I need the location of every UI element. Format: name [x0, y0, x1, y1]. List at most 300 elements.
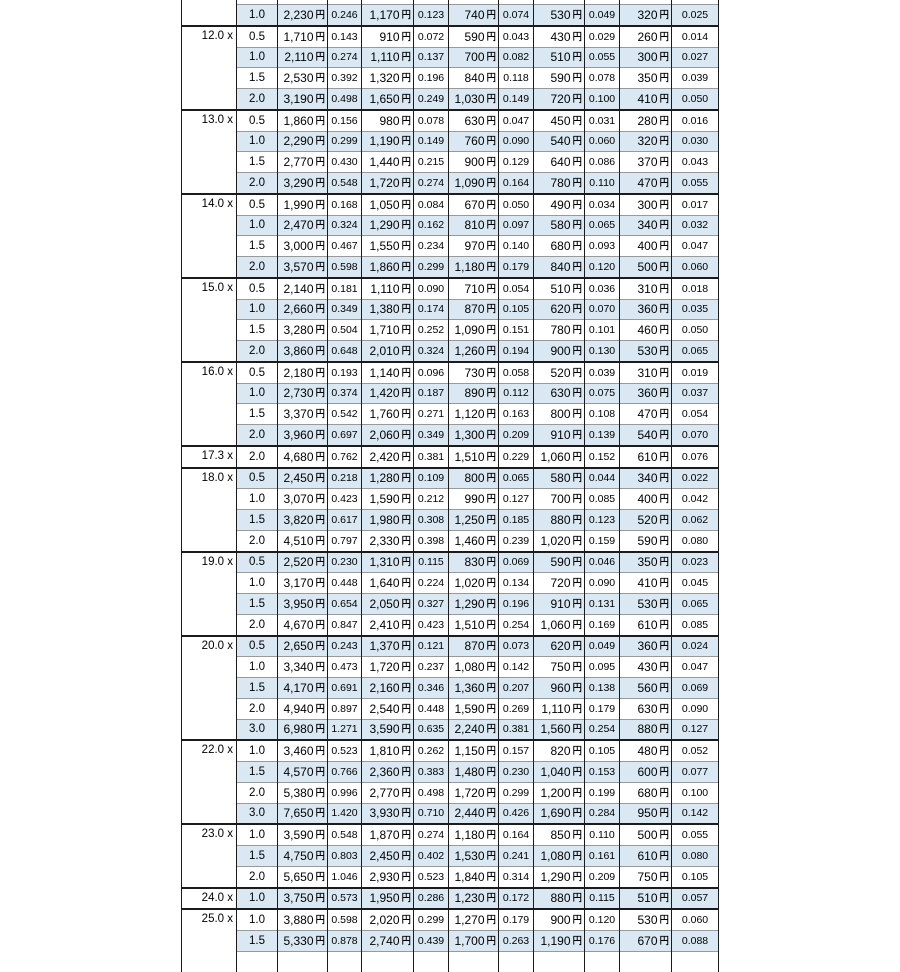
price-cell [278, 803, 328, 824]
yen-currency-icon [315, 745, 326, 756]
thickness-cell: 2.0 [237, 782, 278, 803]
ratio-cell: 0.069 [499, 552, 534, 573]
size-cell: 19.0 x [182, 552, 237, 636]
ratio-cell: 0.467 [328, 236, 362, 257]
table-row [182, 614, 719, 635]
yen-currency-icon [315, 51, 326, 62]
ratio-cell: 0.635 [414, 719, 449, 740]
yen-currency-icon [659, 556, 670, 567]
ratio-cell: 0.617 [328, 510, 362, 531]
ratio-cell: 0.110 [585, 824, 620, 845]
ratio-cell: 0.050 [672, 89, 719, 110]
ratio-cell: 0.023 [672, 552, 719, 573]
price-amount: 3,570 [283, 259, 314, 274]
price-amount: 2,410 [369, 617, 400, 632]
ratio-cell: 0.598 [328, 257, 362, 278]
yen-currency-icon [572, 199, 583, 210]
ratio-cell: 0.110 [585, 173, 620, 194]
yen-currency-icon [659, 115, 670, 126]
ratio-cell: 0.196 [414, 68, 449, 89]
price-amount: 720 [550, 91, 571, 106]
price-cell [362, 594, 414, 615]
price-amount: 1,480 [454, 764, 485, 779]
yen-currency-icon [572, 115, 583, 126]
price-amount: 5,650 [283, 869, 314, 884]
yen-currency-icon [486, 850, 497, 861]
price-amount: 300 [637, 50, 658, 65]
ratio-cell: 0.055 [585, 47, 620, 68]
price-cell [534, 152, 585, 173]
table-row [182, 698, 719, 719]
price-cell [449, 152, 499, 173]
price-cell [534, 888, 585, 910]
yen-currency-icon [401, 72, 412, 83]
yen-currency-icon [572, 914, 583, 925]
price-amount: 1,320 [369, 71, 400, 86]
thickness-cell: 1.5 [237, 762, 278, 783]
ratio-cell: 0.131 [585, 594, 620, 615]
price-cell [620, 719, 672, 740]
ratio-cell: 0.803 [328, 846, 362, 867]
price-amount: 2,020 [369, 913, 400, 928]
yen-currency-icon [572, 408, 583, 419]
table-row [182, 888, 719, 910]
price-cell [620, 362, 672, 383]
price-amount: 840 [464, 71, 485, 86]
price-amount: 580 [550, 471, 571, 486]
price-cell [534, 446, 585, 468]
price-cell [362, 657, 414, 678]
price-amount: 310 [637, 365, 658, 380]
price-cell [362, 152, 414, 173]
price-amount: 890 [464, 386, 485, 401]
ratio-cell: 0.046 [585, 552, 620, 573]
price-amount: 3,000 [283, 239, 314, 254]
table-row [182, 131, 719, 152]
price-cell [534, 194, 585, 215]
price-cell [620, 257, 672, 278]
yen-currency-icon [401, 556, 412, 567]
ratio-cell: 0.762 [328, 446, 362, 468]
yen-currency-icon [401, 283, 412, 294]
ratio-cell: 0.078 [414, 110, 449, 131]
ratio-cell: 0.847 [328, 614, 362, 635]
ratio-cell: 0.049 [585, 636, 620, 657]
price-cell [620, 762, 672, 783]
price-amount: 5,380 [283, 785, 314, 800]
yen-currency-icon [572, 619, 583, 630]
ratio-cell: 0.286 [414, 888, 449, 910]
price-amount: 450 [550, 113, 571, 128]
yen-currency-icon [315, 472, 326, 483]
yen-currency-icon [315, 115, 326, 126]
ratio-cell: 0.055 [672, 824, 719, 845]
ratio-cell: 0.070 [672, 425, 719, 446]
price-amount: 1,180 [454, 259, 485, 274]
ratio-cell: 0.229 [499, 446, 534, 468]
price-cell [278, 468, 328, 489]
ratio-cell: 0.179 [499, 257, 534, 278]
yen-currency-icon [401, 807, 412, 818]
ratio-cell: 0.127 [672, 719, 719, 740]
yen-currency-icon [659, 51, 670, 62]
yen-currency-icon [659, 807, 670, 818]
price-cell [278, 698, 328, 719]
price-amount: 630 [637, 701, 658, 716]
ratio-cell: 0.439 [414, 931, 449, 952]
price-amount: 500 [637, 828, 658, 843]
price-amount: 590 [464, 29, 485, 44]
price-cell [620, 636, 672, 657]
price-amount: 1,020 [540, 533, 571, 548]
yen-currency-icon [572, 535, 583, 546]
price-amount: 1,700 [454, 933, 485, 948]
ratio-cell: 0.176 [585, 931, 620, 952]
yen-currency-icon [486, 640, 497, 651]
price-cell [620, 678, 672, 699]
yen-currency-icon [315, 72, 326, 83]
table-row [182, 866, 719, 887]
ratio-cell: 0.065 [585, 215, 620, 236]
ratio-cell: 0.153 [585, 762, 620, 783]
ratio-cell: 0.047 [499, 110, 534, 131]
price-cell [449, 573, 499, 594]
thickness-cell: 2.0 [237, 341, 278, 362]
yen-currency-icon [401, 914, 412, 925]
yen-currency-icon [659, 240, 670, 251]
ratio-cell: 0.196 [499, 594, 534, 615]
table-row [182, 383, 719, 404]
price-amount: 2,470 [283, 218, 314, 233]
ratio-cell: 0.185 [499, 510, 534, 531]
yen-currency-icon [315, 177, 326, 188]
price-amount: 6,980 [283, 722, 314, 737]
price-amount: 760 [464, 134, 485, 149]
size-cell [182, 0, 237, 26]
yen-currency-icon [486, 598, 497, 609]
table-row [182, 362, 719, 383]
yen-currency-icon [401, 324, 412, 335]
table-row [182, 425, 719, 446]
price-amount: 1,990 [283, 197, 314, 212]
price-amount: 7,650 [283, 806, 314, 821]
price-cell [278, 657, 328, 678]
yen-currency-icon [401, 619, 412, 630]
price-amount: 600 [637, 764, 658, 779]
yen-currency-icon [315, 199, 326, 210]
price-cell [362, 468, 414, 489]
ratio-cell: 0.230 [328, 552, 362, 573]
price-amount: 2,160 [369, 680, 400, 695]
price-amount: 1,980 [369, 512, 400, 527]
price-amount: 2,010 [369, 343, 400, 358]
price-cell [362, 803, 414, 824]
price-cell [620, 320, 672, 341]
yen-currency-icon [401, 640, 412, 651]
ratio-cell: 0.254 [499, 614, 534, 635]
ratio-cell: 0.088 [672, 931, 719, 952]
ratio-cell: 0.105 [585, 740, 620, 761]
price-amount: 1,290 [454, 596, 485, 611]
yen-currency-icon [659, 661, 670, 672]
price-cell [534, 573, 585, 594]
ratio-cell: 0.032 [672, 215, 719, 236]
ratio-cell: 0.138 [585, 678, 620, 699]
price-amount: 2,650 [283, 639, 314, 654]
ratio-cell: 0.120 [585, 257, 620, 278]
price-cell [620, 89, 672, 110]
price-cell [362, 698, 414, 719]
price-cell [534, 362, 585, 383]
price-cell [278, 636, 328, 657]
price-amount: 410 [637, 91, 658, 106]
price-amount: 4,170 [283, 680, 314, 695]
yen-currency-icon [315, 556, 326, 567]
price-cell [534, 404, 585, 425]
ratio-cell: 0.082 [499, 47, 534, 68]
price-amount: 3,460 [283, 744, 314, 759]
price-cell [362, 362, 414, 383]
price-cell [449, 762, 499, 783]
ratio-cell: 0.324 [328, 215, 362, 236]
ratio-cell: 0.076 [672, 446, 719, 468]
price-amount: 780 [550, 175, 571, 190]
ratio-cell: 0.093 [585, 236, 620, 257]
price-cell [278, 951, 328, 971]
price-amount: 360 [637, 302, 658, 317]
table-row [182, 782, 719, 803]
price-amount: 3,590 [369, 722, 400, 737]
ratio-cell: 0.090 [499, 131, 534, 152]
price-amount: 370 [637, 155, 658, 170]
yen-currency-icon [572, 324, 583, 335]
yen-currency-icon [572, 367, 583, 378]
price-amount: 1,290 [540, 869, 571, 884]
yen-currency-icon [659, 829, 670, 840]
price-amount: 680 [637, 785, 658, 800]
yen-currency-icon [315, 829, 326, 840]
price-cell [278, 320, 328, 341]
ratio-cell: 0.095 [585, 657, 620, 678]
price-cell [362, 931, 414, 952]
table-row [182, 636, 719, 657]
yen-currency-icon [486, 177, 497, 188]
ratio-cell: 0.042 [672, 489, 719, 510]
price-amount: 1,260 [454, 343, 485, 358]
price-cell [278, 594, 328, 615]
price-cell [278, 719, 328, 740]
ratio-cell [328, 951, 362, 971]
ratio-cell: 0.074 [499, 5, 534, 26]
price-amount: 530 [637, 596, 658, 611]
price-amount: 2,180 [283, 365, 314, 380]
price-amount: 700 [550, 492, 571, 507]
price-amount: 590 [550, 555, 571, 570]
ratio-cell: 0.060 [672, 257, 719, 278]
ratio-cell: 0.299 [414, 257, 449, 278]
price-amount: 900 [464, 155, 485, 170]
price-cell [534, 909, 585, 930]
table-row [182, 236, 719, 257]
price-amount: 560 [637, 680, 658, 695]
ratio-cell: 0.598 [328, 909, 362, 930]
price-cell [449, 278, 499, 299]
ratio-cell: 0.308 [414, 510, 449, 531]
price-cell [362, 530, 414, 551]
price-cell [449, 236, 499, 257]
yen-currency-icon [572, 787, 583, 798]
price-cell [362, 257, 414, 278]
price-cell [620, 173, 672, 194]
price-cell [449, 931, 499, 952]
ratio-cell: 0.797 [328, 530, 362, 551]
price-amount: 470 [637, 175, 658, 190]
yen-currency-icon [659, 429, 670, 440]
price-amount: 350 [637, 71, 658, 86]
price-cell [362, 636, 414, 657]
price-amount: 1,510 [454, 449, 485, 464]
price-cell [534, 510, 585, 531]
ratio-cell: 0.691 [328, 678, 362, 699]
price-cell [534, 110, 585, 131]
price-cell [534, 530, 585, 551]
price-amount: 1,590 [454, 701, 485, 716]
ratio-cell: 0.017 [672, 194, 719, 215]
price-amount: 540 [550, 134, 571, 149]
price-amount: 1,550 [369, 239, 400, 254]
table-row [182, 657, 719, 678]
yen-currency-icon [486, 135, 497, 146]
price-cell [362, 489, 414, 510]
yen-currency-icon [401, 535, 412, 546]
price-amount: 1,200 [540, 785, 571, 800]
size-cell: 25.0 x [182, 909, 237, 971]
ratio-cell [672, 951, 719, 971]
ratio-cell: 0.523 [414, 866, 449, 887]
table-row [182, 468, 719, 489]
ratio-cell: 0.085 [585, 489, 620, 510]
price-amount: 1,270 [454, 913, 485, 928]
yen-currency-icon [572, 640, 583, 651]
price-cell [620, 530, 672, 551]
yen-currency-icon [659, 723, 670, 734]
price-cell [534, 215, 585, 236]
price-cell [362, 866, 414, 887]
price-cell [449, 510, 499, 531]
size-cell: 16.0 x [182, 362, 237, 446]
price-amount: 1,650 [369, 91, 400, 106]
table-row [182, 404, 719, 425]
ratio-cell: 0.164 [499, 824, 534, 845]
price-cell [449, 383, 499, 404]
yen-currency-icon [401, 829, 412, 840]
price-cell [620, 68, 672, 89]
size-cell: 20.0 x [182, 636, 237, 741]
ratio-cell: 0.142 [499, 657, 534, 678]
ratio-cell: 0.072 [414, 26, 449, 47]
price-cell [278, 131, 328, 152]
ratio-cell: 0.036 [585, 278, 620, 299]
yen-currency-icon [572, 682, 583, 693]
ratio-cell: 0.254 [585, 719, 620, 740]
yen-currency-icon [315, 261, 326, 272]
thickness-cell: 1.5 [237, 236, 278, 257]
price-cell [620, 26, 672, 47]
yen-currency-icon [315, 914, 326, 925]
yen-currency-icon [659, 199, 670, 210]
price-cell [534, 931, 585, 952]
price-amount: 2,930 [369, 869, 400, 884]
ratio-cell: 0.209 [499, 425, 534, 446]
yen-currency-icon [315, 598, 326, 609]
yen-currency-icon [659, 598, 670, 609]
ratio-cell: 0.448 [328, 573, 362, 594]
price-amount: 280 [637, 113, 658, 128]
price-amount: 410 [637, 576, 658, 591]
price-cell [449, 47, 499, 68]
price-cell [278, 740, 328, 761]
price-cell [278, 194, 328, 215]
price-cell [449, 846, 499, 867]
table-row [182, 278, 719, 299]
ratio-cell: 0.057 [672, 888, 719, 910]
yen-currency-icon [659, 324, 670, 335]
ratio-cell: 0.172 [499, 888, 534, 910]
yen-currency-icon [659, 93, 670, 104]
ratio-cell: 0.542 [328, 404, 362, 425]
ratio-cell: 0.121 [414, 636, 449, 657]
ratio-cell: 0.127 [499, 489, 534, 510]
yen-currency-icon [572, 598, 583, 609]
price-amount: 1,060 [540, 449, 571, 464]
price-amount: 4,570 [283, 764, 314, 779]
price-cell [362, 110, 414, 131]
size-cell: 12.0 x [182, 26, 237, 110]
ratio-cell: 0.078 [585, 68, 620, 89]
price-cell [362, 782, 414, 803]
yen-currency-icon [315, 871, 326, 882]
ratio-cell: 0.130 [585, 341, 620, 362]
price-amount: 910 [550, 427, 571, 442]
yen-currency-icon [572, 556, 583, 567]
thickness-cell: 3.0 [237, 719, 278, 740]
price-cell [534, 866, 585, 887]
table-row [182, 68, 719, 89]
yen-currency-icon [486, 283, 497, 294]
yen-currency-icon [572, 429, 583, 440]
thickness-cell: 0.5 [237, 110, 278, 131]
yen-currency-icon [659, 283, 670, 294]
price-cell [534, 824, 585, 845]
price-amount: 1,140 [369, 365, 400, 380]
yen-currency-icon [572, 472, 583, 483]
price-amount: 460 [637, 323, 658, 338]
yen-currency-icon [486, 367, 497, 378]
yen-currency-icon [572, 703, 583, 714]
yen-currency-icon [659, 367, 670, 378]
price-amount: 3,170 [283, 576, 314, 591]
yen-currency-icon [315, 31, 326, 42]
ratio-cell: 0.037 [672, 383, 719, 404]
ratio-cell: 0.209 [585, 866, 620, 887]
price-amount: 360 [637, 639, 658, 654]
ratio-cell: 0.212 [414, 489, 449, 510]
ratio-cell: 0.271 [414, 404, 449, 425]
price-cell [278, 152, 328, 173]
price-amount: 1,720 [369, 175, 400, 190]
price-amount: 540 [637, 427, 658, 442]
price-cell [278, 173, 328, 194]
